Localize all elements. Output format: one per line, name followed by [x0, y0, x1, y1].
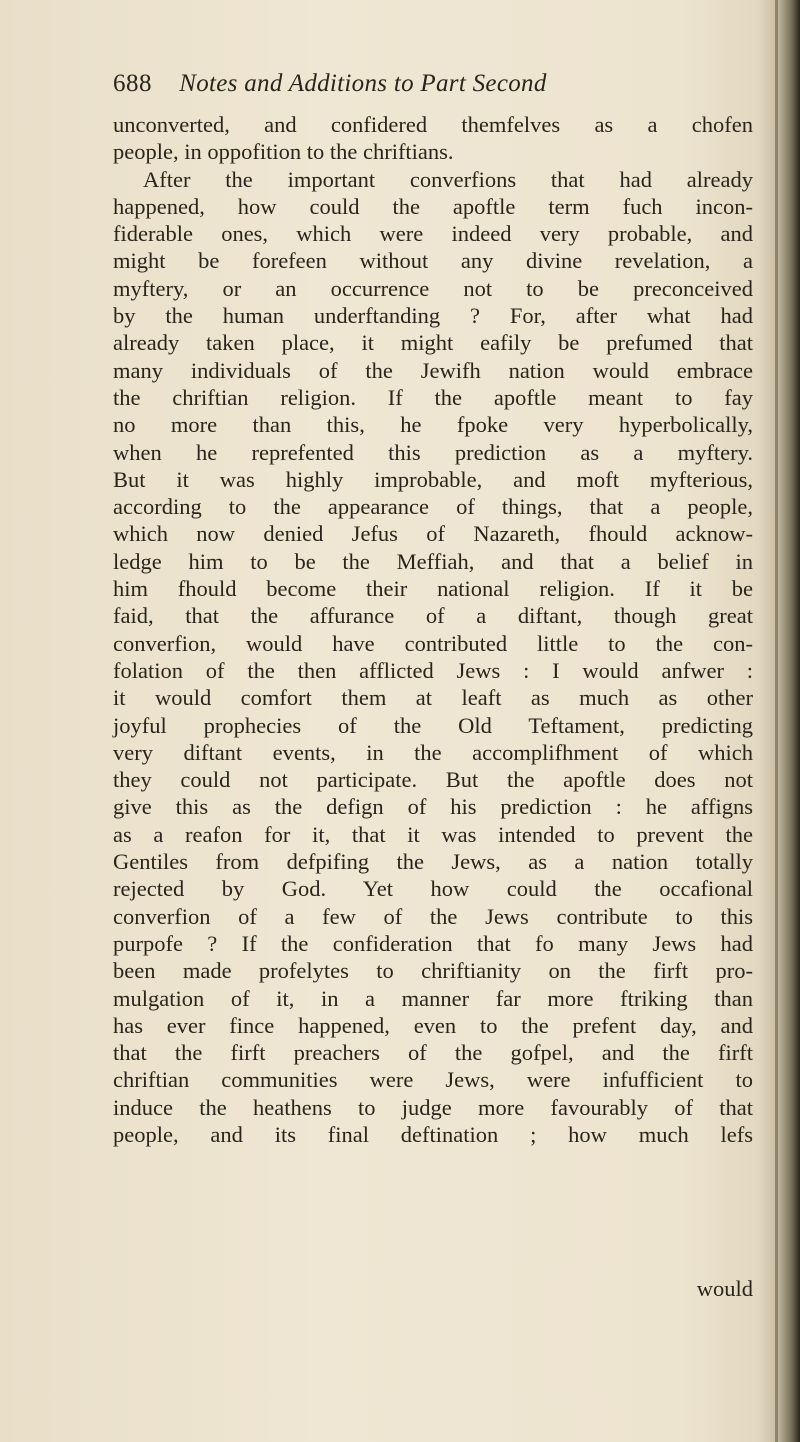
text-line: it would comfort them at leaft as much as other [113, 685, 753, 711]
page-number: 688 [113, 70, 152, 97]
text-line: as a reafon for it, that it was intended to prevent the [113, 821, 753, 847]
text-line: no more than this, he fpoke very hyperbolically, [113, 412, 753, 438]
text-line: joyful prophecies of the Old Teftament, predicting [113, 712, 753, 738]
text-line: chriftian communities were Jews, were infufficient to [113, 1067, 753, 1093]
text-line: very diftant events, in the accomplifhment of which [113, 739, 753, 765]
text-line: might be forefeen without any divine revelation, a [113, 248, 753, 274]
text-line: they could not participate. But the apoftle does not [113, 767, 753, 793]
text-line: unconverted, and confidered themfelves as a chofen [113, 112, 753, 137]
text-line: him fhould become their national religion. If it be [113, 576, 753, 602]
text-line: rejected by God. Yet how could the occafional [113, 876, 753, 902]
running-title: Notes and Additions to Part Second [179, 70, 547, 97]
text-line: myftery, or an occurrence not to be preconceived [113, 275, 753, 301]
text-line: Gentiles from defpifing the Jews, as a nation totally [113, 849, 753, 875]
text-line: that the firft preachers of the gofpel, and the firft [113, 1040, 753, 1066]
text-line: induce the heathens to judge more favourably of that [113, 1094, 753, 1120]
text-line: But it was highly improbable, and moft myfterious, [113, 466, 753, 492]
text-line: folation of the then afflicted Jews : I would anfwer : [113, 657, 753, 683]
text-line: according to the appearance of things, that a people, [113, 494, 753, 520]
text-line: ledge him to be the Meffiah, and that a belief in [113, 548, 753, 574]
text-line: when he reprefented this prediction as a myftery. [113, 439, 753, 465]
text-line: happened, how could the apoftle term fuch incon- [113, 193, 753, 219]
text-line: people, and its final deftination ; how much lefs [113, 1121, 753, 1147]
body-text [113, 111, 753, 1148]
text-line: fiderable ones, which were indeed very probable, and [113, 221, 753, 247]
text-line: give this as the defign of his prediction : he affigns [113, 794, 753, 820]
text-line: mulgation of it, in a manner far more ftriking than [113, 985, 753, 1011]
text-line: After the important converfions that had already [143, 166, 753, 192]
text-line: which now denied Jefus of Nazareth, fhould acknow- [113, 521, 753, 547]
text-line: been made profelytes to chriftianity on the firft pro- [113, 958, 753, 984]
text-line: people, in oppofition to the chriftians. [113, 139, 454, 165]
text-line: many individuals of the Jewifh nation would embrace [113, 357, 753, 383]
text-line: converfion of a few of the Jews contribute to this [113, 903, 753, 929]
binding-gutter-shadow [758, 0, 800, 1442]
text-line: faid, that the affurance of a diftant, though great [113, 603, 753, 629]
text-line: converfion, would have contributed little to the con- [113, 630, 753, 656]
catchword: would [696, 1276, 753, 1301]
text-line: purpofe ? If the confideration that fo many Jews had [113, 930, 753, 956]
text-line: by the human underftanding ? For, after what had [113, 303, 753, 329]
text-line: already taken place, it might eafily be prefumed that [113, 330, 753, 356]
text-line: the chriftian religion. If the apoftle meant to fay [113, 384, 753, 410]
running-head [113, 66, 753, 102]
binding-edge [775, 0, 778, 1442]
text-line: has ever fince happened, even to the prefent day, and [113, 1012, 753, 1038]
